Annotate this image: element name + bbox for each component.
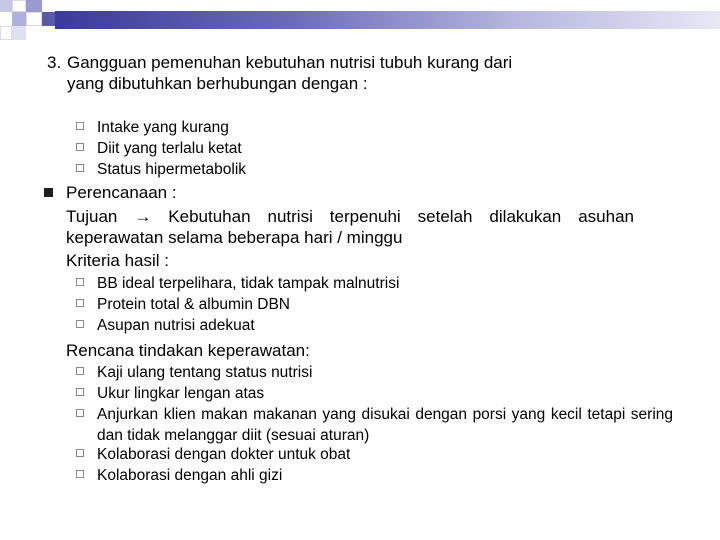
- actions-label: Rencana tindakan keperawatan:: [66, 341, 310, 360]
- goal-paragraph: [66, 206, 634, 248]
- criteria-item: Protein total & albumin DBN: [97, 294, 290, 315]
- title-line-1: Gangguan pemenuhan kebutuhan nutrisi tubuh kurang dari: [67, 53, 513, 72]
- title-bar-decoration: [55, 11, 720, 29]
- section-title: [47, 52, 672, 94]
- checkbox-bullet-icon: [76, 299, 84, 307]
- square-bullet-icon: [44, 188, 53, 197]
- criteria-item: Asupan nutrisi adekuat: [97, 315, 255, 336]
- checkbox-bullet-icon: [76, 320, 84, 328]
- checkbox-bullet-icon: [76, 164, 84, 172]
- title-line-2: yang dibutuhkan berhubungan dengan :: [67, 74, 368, 93]
- planning-heading: Perencanaan :: [66, 183, 177, 202]
- checkbox-bullet-icon: [76, 409, 84, 417]
- goal-text: Kebutuhan nutrisi terpenuhi setelah dilakukan asuhan keperawatan selama beberapa hari / minggu: [66, 207, 634, 247]
- action-item: Ukur lingkar lengan atas: [97, 383, 264, 404]
- action-item: Anjurkan klien makan makanan yang disukai dengan porsi yang kecil tetapi sering dan tidak melanggar diit (sesuai aturan): [97, 404, 673, 446]
- section-number: 3.: [47, 53, 62, 72]
- action-item: Kaji ulang tentang status nutrisi: [97, 362, 312, 383]
- checkbox-bullet-icon: [76, 388, 84, 396]
- checkbox-bullet-icon: [76, 449, 84, 457]
- checkbox-bullet-icon: [76, 122, 84, 130]
- criteria-item: BB ideal terpelihara, tidak tampak malnutrisi: [97, 273, 399, 294]
- checkbox-bullet-icon: [76, 278, 84, 286]
- cause-item: Status hipermetabolik: [97, 159, 246, 180]
- checkbox-bullet-icon: [76, 470, 84, 478]
- cause-item: Intake yang kurang: [97, 117, 229, 138]
- cause-item: Diit yang terlalu ketat: [97, 138, 242, 159]
- criteria-label: Kriteria hasil :: [66, 251, 169, 270]
- action-item: Kolaborasi dengan ahli gizi: [97, 465, 282, 486]
- goal-label: Tujuan: [66, 207, 118, 226]
- arrow-icon: →: [134, 207, 152, 226]
- checkbox-bullet-icon: [76, 367, 84, 375]
- action-item: Kolaborasi dengan dokter untuk obat: [97, 444, 350, 465]
- checkbox-bullet-icon: [76, 143, 84, 151]
